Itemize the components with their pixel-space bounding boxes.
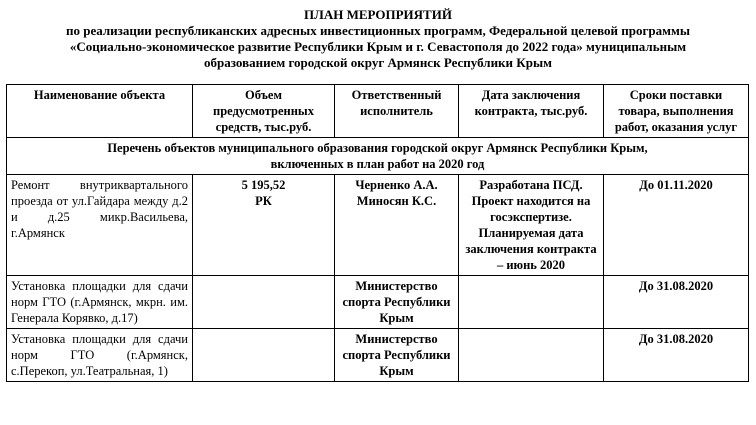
section-row xyxy=(7,138,749,175)
section-line-2: включенных в план работ на 2020 год xyxy=(270,157,485,171)
object-name-cell: Установка площадки для сдачи норм ГТО (г.Армянск, с.Перекоп, ул.Театральная, 1) xyxy=(7,329,193,382)
amount-cell xyxy=(193,276,335,329)
subtitle-line-3: образованием городской округ Армянск Республики Крым xyxy=(204,55,552,70)
subtitle-line-1: по реализации республиканских адресных инвестиционных программ, Федеральной целевой программы xyxy=(65,23,691,38)
deadline-cell: До 31.08.2020 xyxy=(604,276,749,329)
deadline-cell: До 01.11.2020 xyxy=(604,175,749,276)
column-header-amount: Объем предусмотренных средств, тыс.руб. xyxy=(193,85,335,138)
contract-date-cell xyxy=(459,276,604,329)
table-row xyxy=(7,329,749,382)
executor-cell: Министерство спорта Республики Крым xyxy=(335,276,459,329)
column-header-deadline: Сроки поставки товара, выполнения работ, оказания услуг xyxy=(604,85,749,138)
contract-date-cell xyxy=(459,329,604,382)
contract-date-cell: Разработана ПСД. Проект находится на госэкспертизе. Планируемая дата заключения контракта – июнь 2020 xyxy=(459,175,604,276)
amount-cell xyxy=(193,329,335,382)
amount-value: 5 195,52 xyxy=(241,178,286,192)
table-header-row xyxy=(7,85,749,138)
table-row xyxy=(7,276,749,329)
column-header-contract-date: Дата заключения контракта, тыс.руб. xyxy=(459,85,604,138)
executor-cell: Министерство спорта Республики Крым xyxy=(335,329,459,382)
plan-table xyxy=(6,84,749,382)
executor-cell: Черненко А.А. Миносян К.С. xyxy=(335,175,459,276)
column-header-executor: Ответственный исполнитель xyxy=(335,85,459,138)
deadline-cell: До 31.08.2020 xyxy=(604,329,749,382)
object-name-cell: Установка площадки для сдачи норм ГТО (г.Армянск, мкрн. им. Генерала Корявко, д.17) xyxy=(7,276,193,329)
section-title xyxy=(7,138,749,175)
document-subtitle xyxy=(0,23,756,71)
document-title: ПЛАН МЕРОПРИЯТИЙ xyxy=(304,7,452,22)
subtitle-line-2: «Социально-экономическое развитие Республики Крым и г. Севастополя до 2022 года» муниципальным xyxy=(69,39,687,54)
object-name-cell: Ремонт внутриквартального проезда от ул.Гайдара между д.2 и д.25 микр.Васильева, г.Армянск xyxy=(7,175,193,276)
column-header-object: Наименование объекта xyxy=(7,85,193,138)
amount-source: РК xyxy=(255,194,272,208)
section-line-1: Перечень объектов муниципального образования городской округ Армянск Республики Крым, xyxy=(107,141,648,155)
amount-cell xyxy=(193,175,335,276)
table-row xyxy=(7,175,749,276)
